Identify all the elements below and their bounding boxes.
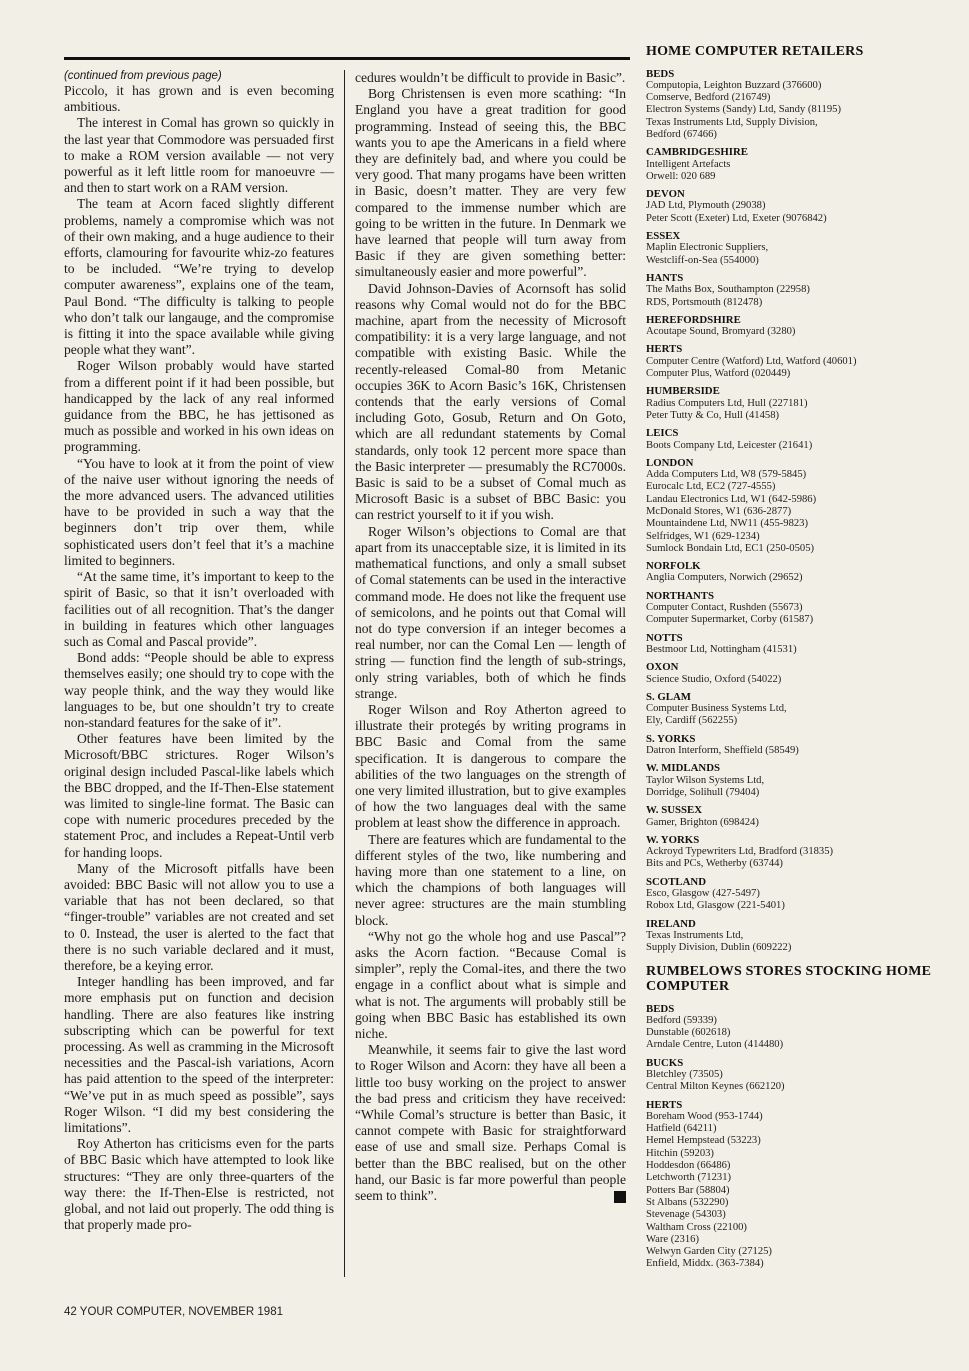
retailer-entry: Dunstable (602618) <box>646 1027 731 1039</box>
retailer-entry: Computer Business Systems Ltd, <box>646 703 787 715</box>
region-heading: LEICS <box>646 427 679 440</box>
article-paragraph: Roy Atherton has criticisms even for the parts of BBC Basic which have attempted to look like structures: “They are only three-quarters of the way there: the If-Then-Else is restricted, not global, and not laid out properly. The odd thing is that properly made pro- <box>64 1136 334 1233</box>
article-column-2 <box>355 70 626 1204</box>
region-heading: LONDON <box>646 456 694 469</box>
retailer-entry: Texas Instruments Ltd, <box>646 929 744 941</box>
region-heading: NOTTS <box>646 631 683 644</box>
region-heading: BEDS <box>646 1002 675 1015</box>
article-paragraph: Bond adds: “People should be able to express themselves easily; one should try to cope with the way people think, and the way they would like languages to be, but one shouldn’t try to create non-standard features for the sake of it”. <box>64 650 334 730</box>
retailer-entry: Orwell: 020 689 <box>646 170 716 182</box>
region-heading: ESSEX <box>646 230 681 243</box>
retailer-entry: Computer Plus, Watford (020449) <box>646 368 791 380</box>
rumbelows-list <box>646 1003 956 1271</box>
retailer-entry: Radius Computers Ltd, Hull (227181) <box>646 397 808 409</box>
region-heading: W. SUSSEX <box>646 804 703 817</box>
region-heading: DEVON <box>646 188 685 201</box>
retailer-entry: Sumlock Bondain Ltd, EC1 (250-0505) <box>646 542 815 554</box>
region-heading: HANTS <box>646 271 684 284</box>
continued-note: (continued from previous page) <box>64 70 222 82</box>
retailer-entry: Letchworth (71231) <box>646 1172 732 1184</box>
retailer-entry: JAD Ltd, Plymouth (29038) <box>646 200 766 212</box>
retailer-entry: Hitchin (59203) <box>646 1147 714 1159</box>
article-paragraph: There are features which are fundamental to the different styles of the two, like numbering and having more than one statement to a line, on which the champions of both languages will never agree: structures are the main stumbling block. <box>355 831 626 928</box>
retailer-entry: Stevenage (54303) <box>646 1209 726 1221</box>
article-paragraph: David Johnson-Davies of Acornsoft has solid reasons why Comal would not do for the BBC machine, apart from the necessity of Microsoft compatibility: it is a very large language, and not compatible with existing Basic. While the recently-released Comal-80 from Metanic occupies 36K to Acorn Basic’s 16K, Christensen contends that the early versions of Comal including Goto, Gosub, Return and On Goto, which are all redundant statements by Comal standards, only took 12 percent more space than the Basic interpreter — presumably the RC7000s. Basic is said to be a subset of Comal much as Microsoft Basic is a subset of BBC Basic: you can restrict yourself to it if you wish. <box>355 280 626 523</box>
article-paragraph: Integer handling has been improved, and far more emphasis put on function and decision handling. There are also features like instring subscripting which can be powerful for text processing. As well as cramming in the Microsoft necessities and the Pascal-ish variations, Acorn has paid attention to the speed of the interpreter: “We’ve put in as much speed as possible”, says Roger Wilson. “I did my best considering the limitations”. <box>64 974 334 1135</box>
retailer-entry: St Albans (532290) <box>646 1196 729 1208</box>
retailer-entry: Enfield, Middx. (363-7384) <box>646 1258 764 1270</box>
region-heading: OXON <box>646 661 679 674</box>
retailer-entry: Peter Tutty & Co, Hull (41458) <box>646 409 780 421</box>
retailer-entry: Taylor Wilson Systems Ltd, <box>646 774 765 786</box>
retailer-entry: Computopia, Leighton Buzzard (376600) <box>646 79 822 91</box>
region-heading: BUCKS <box>646 1056 684 1069</box>
retailer-entry: Central Milton Keynes (662120) <box>646 1081 785 1093</box>
retailer-entry: Hoddesdon (66486) <box>646 1160 731 1172</box>
retailer-entry: Bedford (67466) <box>646 128 717 140</box>
retailer-entry: Supply Division, Dublin (609222) <box>646 942 792 954</box>
column-1-paragraphs <box>64 83 334 1233</box>
retailer-entry: The Maths Box, Southampton (22958) <box>646 284 810 296</box>
retailer-entry: Boots Company Ltd, Leicester (21641) <box>646 439 813 451</box>
retailer-entry: Adda Computers Ltd, W8 (579-5845) <box>646 469 807 481</box>
region-heading: W. MIDLANDS <box>646 762 720 775</box>
article-paragraph: Meanwhile, it seems fair to give the last word to Roger Wilson and Acorn: they have all been a little too busy working on the project to answer the bad press and criticism they have received: “While Comal’s structure is better than Basic, it cannot compete with Basic for straightforward ease of use and small size. Perhaps Comal is better than the BBC realised, but on the other hand, our Basic is far more powerful than people seem to think”. <box>355 1042 626 1204</box>
region-heading: S. YORKS <box>646 732 696 745</box>
article-paragraph: The team at Acorn faced slightly different problems, namely a compromise which was not of their own making, and a huge audience to their efforts, clamouring for favourite whiz-zo features to be included. “We’re trying to develop computer awareness”, explains one of the team, Paul Bond. “The difficulty is talking to people who don’t talk our langauge, and the compromise is fitting it into the space available while giving people what they want”. <box>64 196 334 358</box>
end-of-article-mark <box>614 1191 626 1203</box>
region-heading: BEDS <box>646 67 675 80</box>
article-paragraph: “You have to look at it from the point of view of the naive user without ignoring the needs of the more advanced users. The advanced utilities have to be provided in such a way that the beginners don’t trip over them, while sophisticated users don’t feel that it’s a machine limited to beginners. <box>64 455 334 568</box>
article-paragraph: cedures wouldn’t be difficult to provide in Basic”. <box>355 70 626 85</box>
retailer-entry: Bedford (59339) <box>646 1014 717 1026</box>
rumbelows-title: RUMBELOWS STORES STOCKING HOME COMPUTER <box>646 963 932 994</box>
region-heading: NORFOLK <box>646 560 701 573</box>
retailer-entry: Landau Electronics Ltd, W1 (642-5986) <box>646 493 817 505</box>
retailer-entry: Bletchley (73505) <box>646 1068 723 1080</box>
retailer-entry: Dorridge, Solihull (79404) <box>646 786 760 798</box>
retailer-entry: Arndale Centre, Luton (414480) <box>646 1039 784 1051</box>
retailer-entry: Waltham Cross (22100) <box>646 1221 747 1233</box>
retailer-entry: Ware (2316) <box>646 1233 699 1245</box>
article-paragraph: The interest in Comal has grown so quickly in the last year that Commodore was persuaded first to make a ROM version available — not very powerful as it left little room for manoeuvre — and then to start work on a RAM version. <box>64 115 334 196</box>
retailer-entry: Ely, Cardiff (562255) <box>646 715 738 727</box>
region-heading: SCOTLAND <box>646 875 706 888</box>
article-paragraph: “Why not go the whole hog and use Pascal”? asks the Acorn faction. “Because Comal is simpler”, reply the Comal-ites, and there the two engage in a conflict about what is simple and what is not. The arguments will probably still be going when BBC Basic has established its own niche. <box>355 928 626 1041</box>
article-paragraph: Borg Christensen is even more scathing: “In England you have a great tradition for good programming. Instead of seeing this, the BBC wants you to ape the Americans in a field where they are definitely bad, and where you could be very good. That many progams have been written in Basic, doesn’t matter. They are very few compared to the immense number which are going to be written in the future. In Denmark we have learned that people will turn away from Basic if they are given something better: simultaneously easier and more powerful”. <box>355 86 626 280</box>
retailers-list <box>646 68 956 955</box>
retailer-entry: Gamer, Brighton (698424) <box>646 816 759 828</box>
article-paragraph: Many of the Microsoft pitfalls have been avoided: BBC Basic will not allow you to use a variable that has not been declared, so that “finger-trouble” variables are not created and set to 0. Instead, the user is alerted to the fact that there is no such variable declared and it must, therefore, be a keying error. <box>64 860 334 973</box>
retailer-entry: Science Studio, Oxford (54022) <box>646 673 782 685</box>
retailer-entry: Potters Bar (58804) <box>646 1184 730 1196</box>
header-rule <box>64 57 630 60</box>
region-heading: HERTS <box>646 343 683 356</box>
retailer-entry: RDS, Portsmouth (812478) <box>646 296 763 308</box>
retailer-entry: Bestmoor Ltd, Nottingham (41531) <box>646 643 797 655</box>
retailer-entry: Robox Ltd, Glasgow (221-5401) <box>646 900 785 912</box>
retailer-entry: Esco, Glasgow (427-5497) <box>646 888 760 900</box>
region-heading: HERTS <box>646 1098 683 1111</box>
retailer-entry: Datron Interform, Sheffield (58549) <box>646 745 799 757</box>
retailer-entry: Bits and PCs, Wetherby (63744) <box>646 858 783 870</box>
retailer-entry: Intelligent Artefacts <box>646 158 731 170</box>
retailer-entry: Comserve, Bedford (216749) <box>646 92 771 104</box>
retailer-entry: Texas Instruments Ltd, Supply Division, <box>646 116 818 128</box>
retailer-entry: Computer Supermarket, Corby (61587) <box>646 614 814 626</box>
retailer-entry: Welwyn Garden City (27125) <box>646 1246 772 1258</box>
region-heading: IRELAND <box>646 917 696 930</box>
retailer-entry: Hatfield (64211) <box>646 1123 717 1135</box>
retailer-entry: Westcliff-on-Sea (554000) <box>646 254 759 266</box>
retailers-sidebar <box>646 44 956 1271</box>
article-paragraph: “At the same time, it’s important to keep to the spirit of Basic, so that it isn’t overloaded with facilities out of all recognition. That’s the danger in building in features which other languages such as Comal and Pascal provide”. <box>64 569 334 649</box>
retailer-entry: Boreham Wood (953-1744) <box>646 1110 763 1122</box>
retailer-entry: Selfridges, W1 (629-1234) <box>646 530 760 542</box>
page-footer: 42 YOUR COMPUTER, NOVEMBER 1981 <box>64 1306 283 1318</box>
article-paragraph: Roger Wilson probably would have started from a different point if it had been possible, but handicapped by the lack of any real informed guidance from the BBC, he has jettisoned as much as possible and worked in his own ideas on programming. <box>64 358 334 455</box>
retailer-entry: Acoutape Sound, Bromyard (3280) <box>646 326 796 338</box>
retailer-entry: Peter Scott (Exeter) Ltd, Exeter (9076842) <box>646 212 827 224</box>
article-paragraph: Other features have been limited by the Microsoft/BBC strictures. Roger Wilson’s original design included Pascal-like labels which the BBC dropped, and the If-Then-Else statement was limited to single-line format. The Basic can cope with numeric procedures preceded by the statement Proc, and includes a Repeat-Until verb for handing loops. <box>64 731 334 860</box>
retailer-entry: Computer Centre (Watford) Ltd, Watford (40601) <box>646 355 857 367</box>
retailer-entry: Mountaindene Ltd, NW11 (455-9823) <box>646 518 809 530</box>
column-divider <box>344 70 345 1277</box>
retailers-title: HOME COMPUTER RETAILERS <box>646 44 864 59</box>
region-heading: HUMBERSIDE <box>646 385 720 398</box>
retailer-entry: Hemel Hempstead (53223) <box>646 1135 761 1147</box>
article-paragraph: Piccolo, it has grown and is even becoming ambitious. <box>64 83 334 115</box>
retailer-entry: Electron Systems (Sandy) Ltd, Sandy (81195) <box>646 104 841 116</box>
region-heading: W. YORKS <box>646 833 700 846</box>
column-2-paragraphs <box>355 70 626 1204</box>
retailer-entry: McDonald Stores, W1 (636-2877) <box>646 506 792 517</box>
retailer-entry: Computer Contact, Rushden (55673) <box>646 602 803 614</box>
region-heading: HEREFORDSHIRE <box>646 313 741 326</box>
article-paragraph: Roger Wilson’s objections to Comal are that apart from its unacceptable size, it is limited in its mathematical functions, and only a small subset of Comal statements can be used in the interactive command mode. He does not like the frequent use of semicolons, and he points out that Comal will not do type conversion if an integer becomes a real number, nor can the Comal Len — length of string — function find the length of sub-strings, only string variables, both of which he finds strange. <box>355 523 626 701</box>
retailer-entry: Ackroyd Typewriters Ltd, Bradford (31835) <box>646 846 834 858</box>
article-paragraph: Roger Wilson and Roy Atherton agreed to illustrate their protegés by writing programs in BBC Basic and Comal from the same specification. It is dangerous to compare the abilities of the two languages on the strength of one very limited illustration, but to give examples of how the two languages deal with the same problem at least show the difference in approach. <box>355 701 626 831</box>
retailer-entry: Anglia Computers, Norwich (29652) <box>646 572 803 584</box>
retailer-entry: Maplin Electronic Suppliers, <box>646 242 769 254</box>
region-heading: CAMBRIDGESHIRE <box>646 146 748 159</box>
retailer-entry: Eurocalc Ltd, EC2 (727-4555) <box>646 481 776 493</box>
region-heading: NORTHANTS <box>646 589 715 602</box>
article-column-1 <box>64 70 334 1233</box>
region-heading: S. GLAM <box>646 690 691 703</box>
